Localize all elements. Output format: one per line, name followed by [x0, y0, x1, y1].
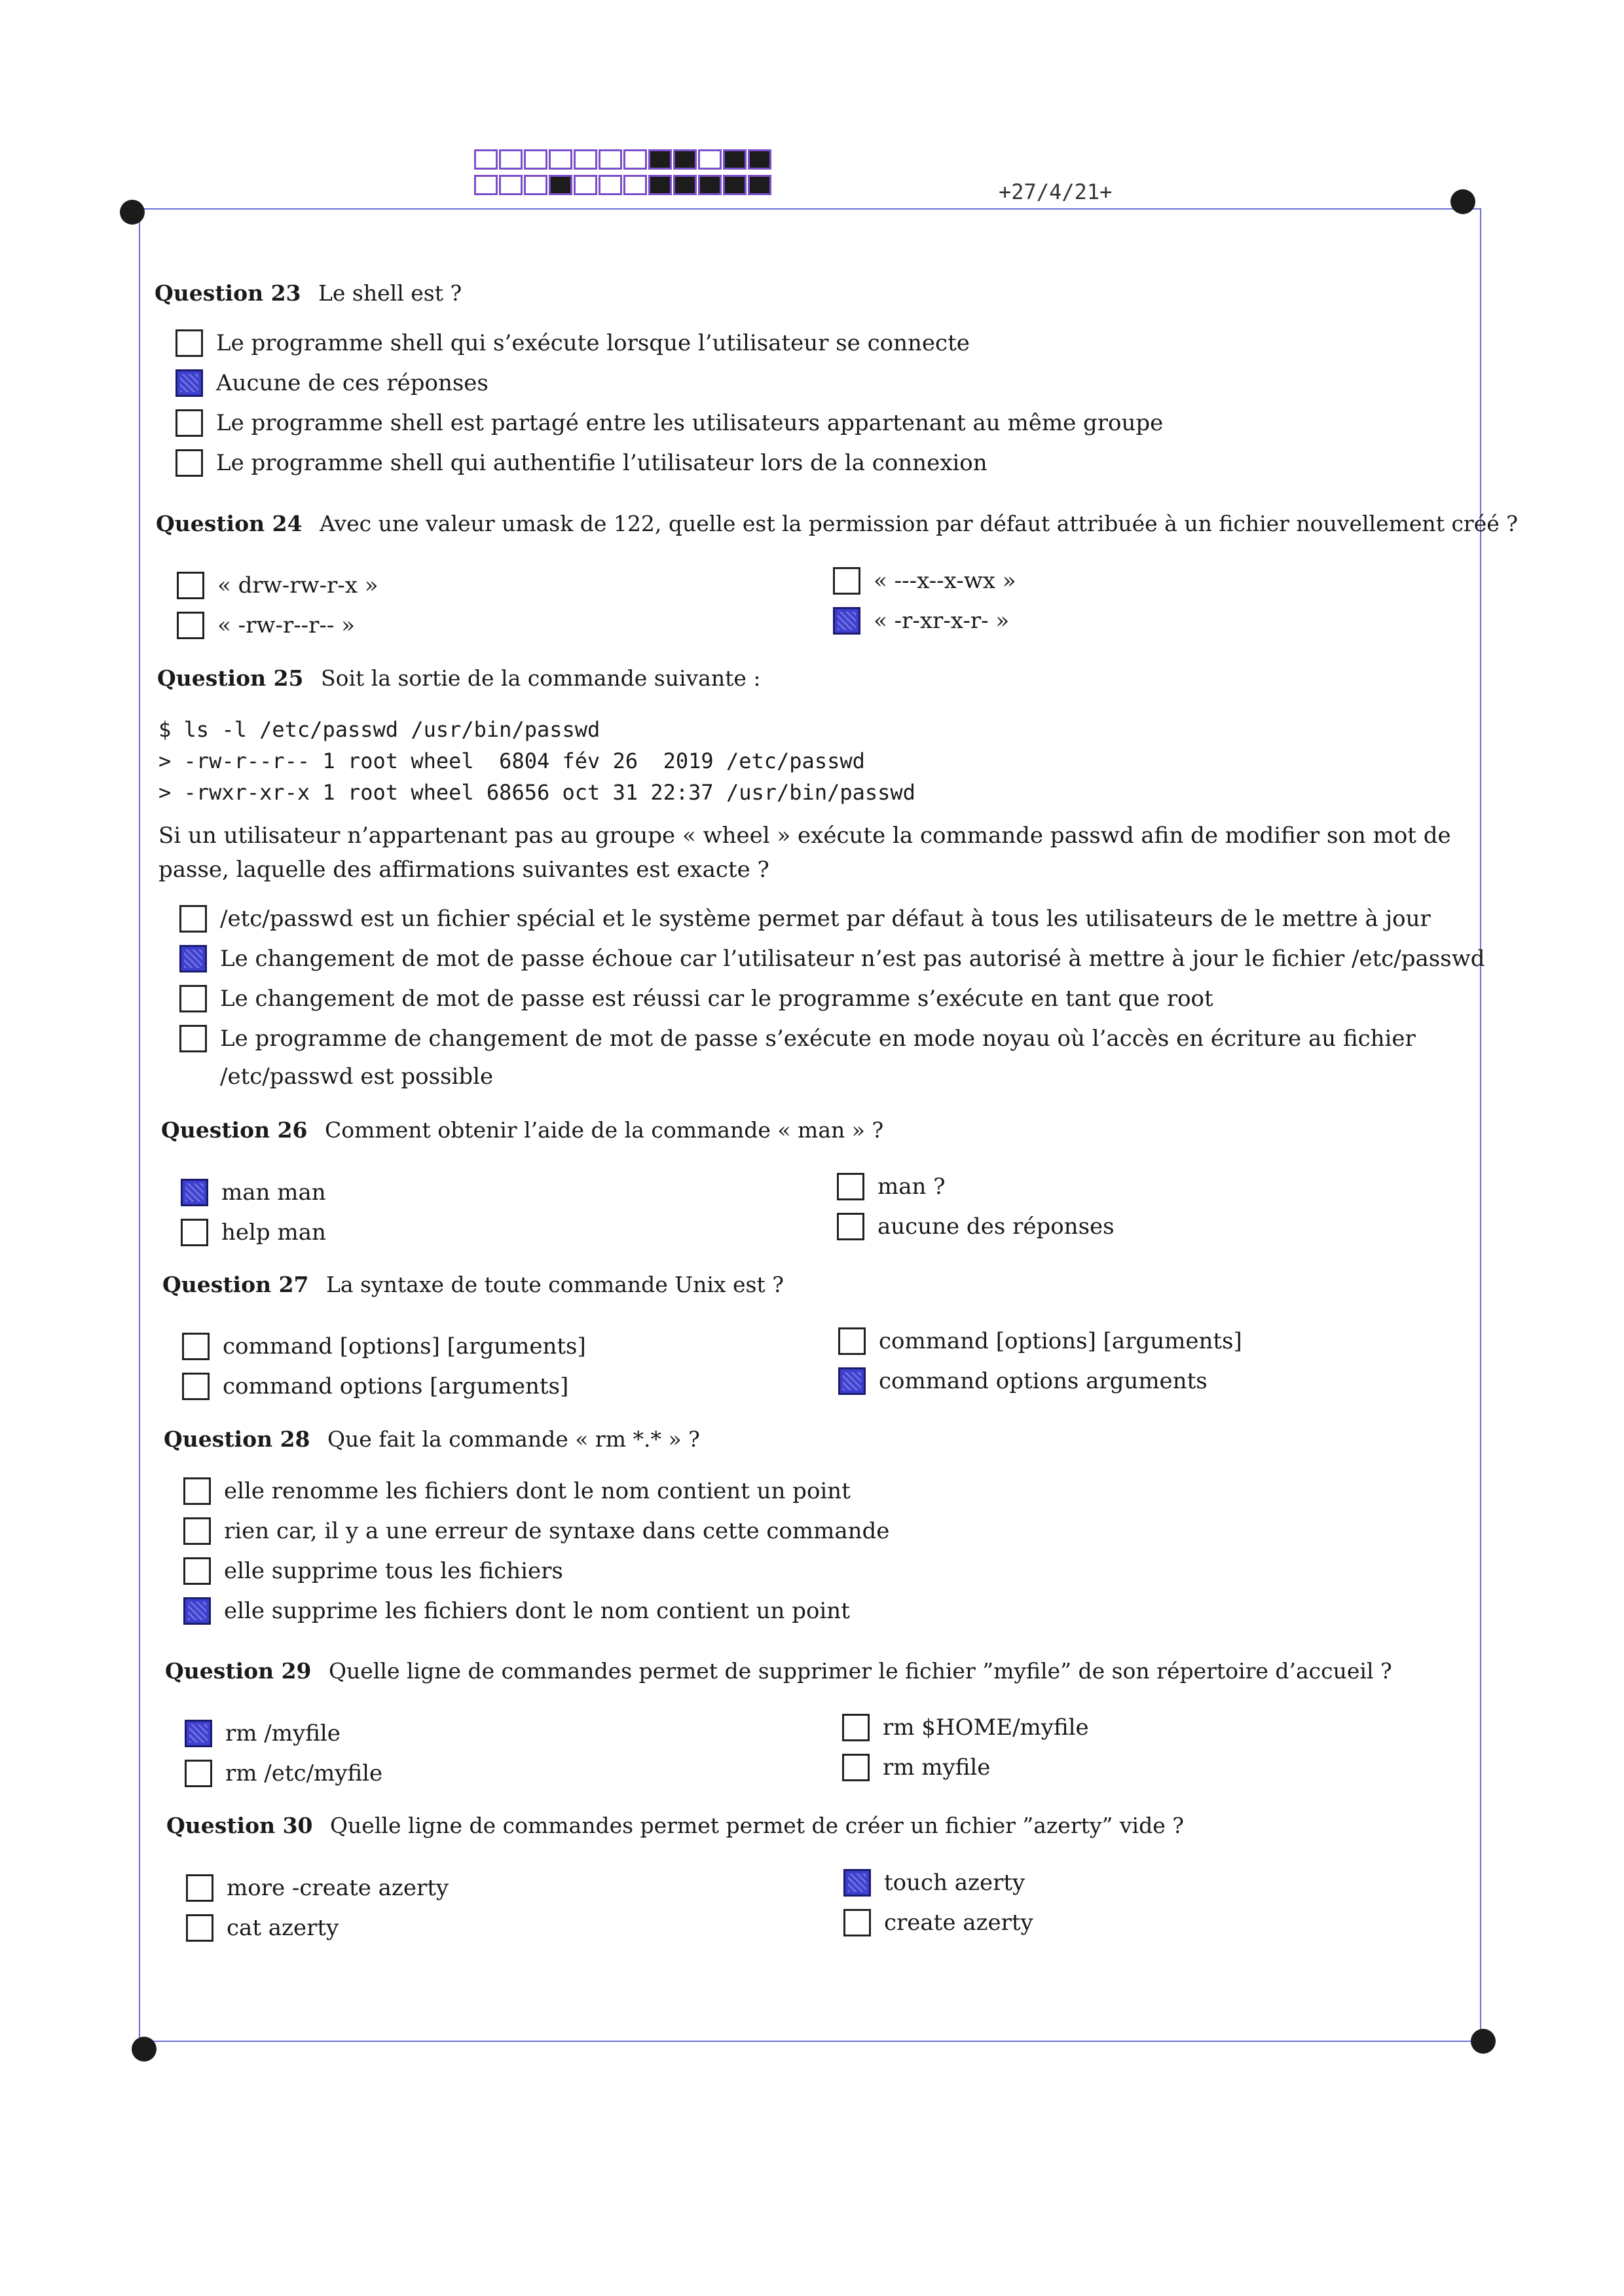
option-label: help man — [221, 1219, 326, 1246]
checkbox[interactable] — [183, 1517, 211, 1545]
question-25-title — [157, 665, 761, 691]
checkbox[interactable] — [842, 1714, 870, 1741]
q30-option-3[interactable] — [843, 1864, 1025, 1902]
option-label: « -r-xr-x-r- » — [874, 608, 1010, 634]
code-cell — [574, 175, 597, 195]
option-label: elle renomme les fichiers dont le nom contient un point — [224, 1478, 851, 1504]
code-cell — [474, 175, 498, 195]
option-label: Le programme shell qui s’exécute lorsque l’utilisateur se connecte — [216, 330, 970, 356]
q26-option-3[interactable] — [837, 1168, 945, 1206]
checkbox[interactable] — [182, 1373, 210, 1400]
checkbox[interactable] — [837, 1213, 864, 1240]
checkbox[interactable] — [183, 1557, 211, 1585]
q29-option-1[interactable] — [185, 1714, 341, 1752]
checkbox[interactable] — [833, 567, 860, 595]
code-cell — [698, 175, 722, 195]
option-label: elle supprime tous les fichiers — [224, 1558, 563, 1584]
option-label: touch azerty — [884, 1870, 1025, 1896]
option-label: rm $HOME/myfile — [883, 1714, 1089, 1741]
code-cell — [599, 149, 622, 170]
question-text: La syntaxe de toute commande Unix est ? — [326, 1272, 784, 1297]
checkbox[interactable] — [175, 329, 203, 357]
code-cell — [748, 149, 771, 170]
option-label: Le programme shell qui authentifie l’utilisateur lors de la connexion — [216, 450, 987, 476]
code-cell — [748, 175, 771, 195]
q30-option-1[interactable] — [186, 1869, 449, 1907]
q26-option-1[interactable] — [181, 1174, 326, 1212]
q27-option-1[interactable] — [182, 1327, 586, 1365]
code-cell — [474, 149, 498, 170]
option-label: create azerty — [884, 1910, 1033, 1936]
checkbox[interactable] — [186, 1874, 213, 1902]
q30-option-2[interactable] — [186, 1909, 339, 1947]
question-number: Question 26 — [161, 1117, 308, 1143]
code-cell — [623, 175, 647, 195]
q29-option-4[interactable] — [842, 1749, 990, 1787]
checkbox[interactable] — [179, 905, 207, 933]
code-cell — [574, 149, 597, 170]
option-label: Le changement de mot de passe échoue car l’utilisateur n’est pas autorisé à mettre à jour le fichier /etc/passwd — [220, 946, 1485, 972]
checkbox[interactable] — [833, 607, 860, 635]
option-label: /etc/passwd est un fichier spécial et le système permet par défaut à tous les utilisateurs de le mettre à jour — [220, 906, 1431, 932]
q24-option-1[interactable] — [177, 566, 378, 604]
corner-marker-top-right — [1450, 189, 1475, 214]
code-cell — [499, 149, 523, 170]
code-cell — [499, 175, 523, 195]
question-text: Que fait la commande « rm *.* » ? — [327, 1426, 700, 1452]
checkbox[interactable] — [179, 945, 207, 972]
q30-option-4[interactable] — [843, 1904, 1033, 1942]
option-label: man man — [221, 1179, 326, 1206]
question-text: Avec une valeur umask de 122, quelle est la permission par défaut attribuée à un fichier nouvellement créé ? — [320, 511, 1518, 536]
question-27-title — [162, 1272, 784, 1297]
checkbox[interactable] — [186, 1914, 213, 1942]
q28-option-4[interactable] — [183, 1592, 850, 1630]
code-cell — [524, 175, 547, 195]
q28-option-2[interactable] — [183, 1512, 889, 1550]
code-cell — [549, 175, 572, 195]
checkbox[interactable] — [175, 409, 203, 437]
option-label: Aucune de ces réponses — [216, 370, 489, 396]
code-cell — [673, 149, 697, 170]
option-label: aucune des réponses — [877, 1213, 1115, 1240]
option-label: « drw-rw-r-x » — [217, 572, 378, 599]
checkbox[interactable] — [838, 1367, 866, 1395]
code-cell — [648, 175, 672, 195]
option-label: rm /myfile — [225, 1720, 341, 1747]
checkbox[interactable] — [177, 612, 204, 639]
code-row-2 — [474, 175, 773, 195]
code-cell — [723, 149, 747, 170]
q27-option-4[interactable] — [838, 1362, 1208, 1400]
question-number: Question 27 — [162, 1272, 309, 1297]
question-29-title — [165, 1658, 1392, 1684]
option-label: command [options] [arguments] — [879, 1328, 1242, 1354]
checkbox[interactable] — [183, 1477, 211, 1505]
question-number: Question 24 — [156, 511, 303, 536]
q23-option-3[interactable] — [175, 404, 1163, 442]
checkbox[interactable] — [843, 1909, 871, 1936]
checkbox[interactable] — [181, 1219, 208, 1246]
checkbox[interactable] — [179, 985, 207, 1012]
question-number: Question 28 — [164, 1426, 310, 1452]
option-label: « -rw-r--r-- » — [217, 612, 356, 639]
q23-option-4[interactable] — [175, 444, 987, 482]
checkbox[interactable] — [182, 1333, 210, 1360]
q28-option-1[interactable] — [183, 1472, 851, 1510]
q25-option-3[interactable] — [179, 980, 1213, 1018]
checkbox[interactable] — [837, 1173, 864, 1200]
option-label: rien car, il y a une erreur de syntaxe dans cette commande — [224, 1518, 890, 1544]
corner-marker-top-left — [120, 200, 145, 225]
option-label: man ? — [877, 1174, 946, 1200]
code-cell — [524, 149, 547, 170]
q27-option-3[interactable] — [838, 1322, 1242, 1360]
option-label: cat azerty — [227, 1915, 339, 1941]
checkbox[interactable] — [179, 1025, 207, 1052]
code-cell — [599, 175, 622, 195]
corner-marker-bottom-right — [1471, 2029, 1496, 2054]
option-label: Le programme de changement de mot de passe s’exécute en mode noyau où l’accès en écriture au fichier /etc/passwd est possible — [220, 1026, 1416, 1090]
question-23-title — [155, 280, 462, 306]
code-cell — [673, 175, 697, 195]
option-label: elle supprime les fichiers dont le nom contient un point — [224, 1598, 850, 1624]
checkbox[interactable] — [175, 369, 203, 397]
question-text: Soit la sortie de la commande suivante : — [321, 665, 761, 691]
q29-option-2[interactable] — [185, 1754, 382, 1792]
option-label: rm /etc/myfile — [225, 1760, 383, 1787]
q25-option-4[interactable] — [179, 1020, 1490, 1096]
question-24-title — [156, 511, 1518, 536]
question-number: Question 23 — [155, 280, 301, 306]
q28-option-3[interactable] — [183, 1552, 563, 1590]
code-cell — [549, 149, 572, 170]
q26-option-4[interactable] — [837, 1208, 1115, 1246]
q24-option-3[interactable] — [833, 562, 1016, 600]
checkbox[interactable] — [183, 1597, 211, 1625]
checkbox[interactable] — [181, 1179, 208, 1206]
checkbox[interactable] — [843, 1869, 871, 1897]
code-cell — [698, 149, 722, 170]
corner-marker-bottom-left — [132, 2037, 157, 2062]
option-label: more -create azerty — [227, 1875, 449, 1901]
question-text: Quelle ligne de commandes permet permet de créer un fichier ”azerty” vide ? — [330, 1813, 1184, 1838]
code-row-1 — [474, 149, 773, 170]
q23-option-1[interactable] — [175, 324, 970, 362]
q26-option-2[interactable] — [181, 1213, 326, 1251]
q29-option-3[interactable] — [842, 1709, 1089, 1747]
page-code-grid — [474, 149, 773, 195]
checkbox[interactable] — [842, 1754, 870, 1781]
code-cell — [723, 175, 747, 195]
checkbox[interactable] — [185, 1720, 212, 1747]
question-number: Question 29 — [165, 1658, 312, 1684]
option-label: Le programme shell est partagé entre les utilisateurs appartenant au même groupe — [216, 410, 1164, 436]
q27-option-2[interactable] — [182, 1367, 568, 1405]
q24-option-2[interactable] — [177, 606, 355, 644]
question-text: Quelle ligne de commandes permet de supprimer le fichier ”myfile” de son répertoire d’accueil ? — [329, 1658, 1392, 1684]
option-label: command [options] [arguments] — [223, 1333, 586, 1360]
checkbox[interactable] — [177, 572, 204, 599]
option-label: command options arguments — [879, 1368, 1208, 1394]
option-label: rm myfile — [883, 1754, 991, 1781]
q25-option-1[interactable] — [179, 900, 1431, 938]
code-cell — [648, 149, 672, 170]
question-text: Le shell est ? — [318, 280, 462, 306]
q23-option-2[interactable] — [175, 364, 489, 402]
option-label: « ---x--x-wx » — [874, 568, 1016, 594]
checkbox[interactable] — [838, 1327, 866, 1355]
question-26-title — [161, 1117, 883, 1143]
option-label: command options [arguments] — [223, 1373, 569, 1399]
question-30-title — [166, 1813, 1184, 1838]
command-output-code: $ ls -l /etc/passwd /usr/bin/passwd > -rw-r--r-- 1 root wheel 6804 fév 26 2019 /etc/passwd > -rwxr-xr-x 1 root wheel 68656 oct 31 22:37 /usr/bin/passwd — [158, 717, 915, 805]
q24-option-4[interactable] — [833, 602, 1009, 640]
question-number: Question 25 — [157, 665, 304, 691]
question-number: Question 30 — [166, 1813, 313, 1838]
code-cell — [623, 149, 647, 170]
question-25-paragraph: Si un utilisateur n’appartenant pas au groupe « wheel » exécute la commande passwd afin de modifier son mot de passe, laquelle des affirmations suivantes est exacte ? — [158, 823, 1451, 883]
question-28-title — [164, 1426, 700, 1452]
checkbox[interactable] — [185, 1760, 212, 1787]
option-label: Le changement de mot de passe est réussi car le programme s’exécute en tant que root — [220, 986, 1213, 1012]
page-id: +27/4/21+ — [999, 179, 1113, 204]
q25-option-2[interactable] — [179, 940, 1485, 978]
question-text: Comment obtenir l’aide de la commande « man » ? — [325, 1117, 884, 1143]
checkbox[interactable] — [175, 449, 203, 477]
